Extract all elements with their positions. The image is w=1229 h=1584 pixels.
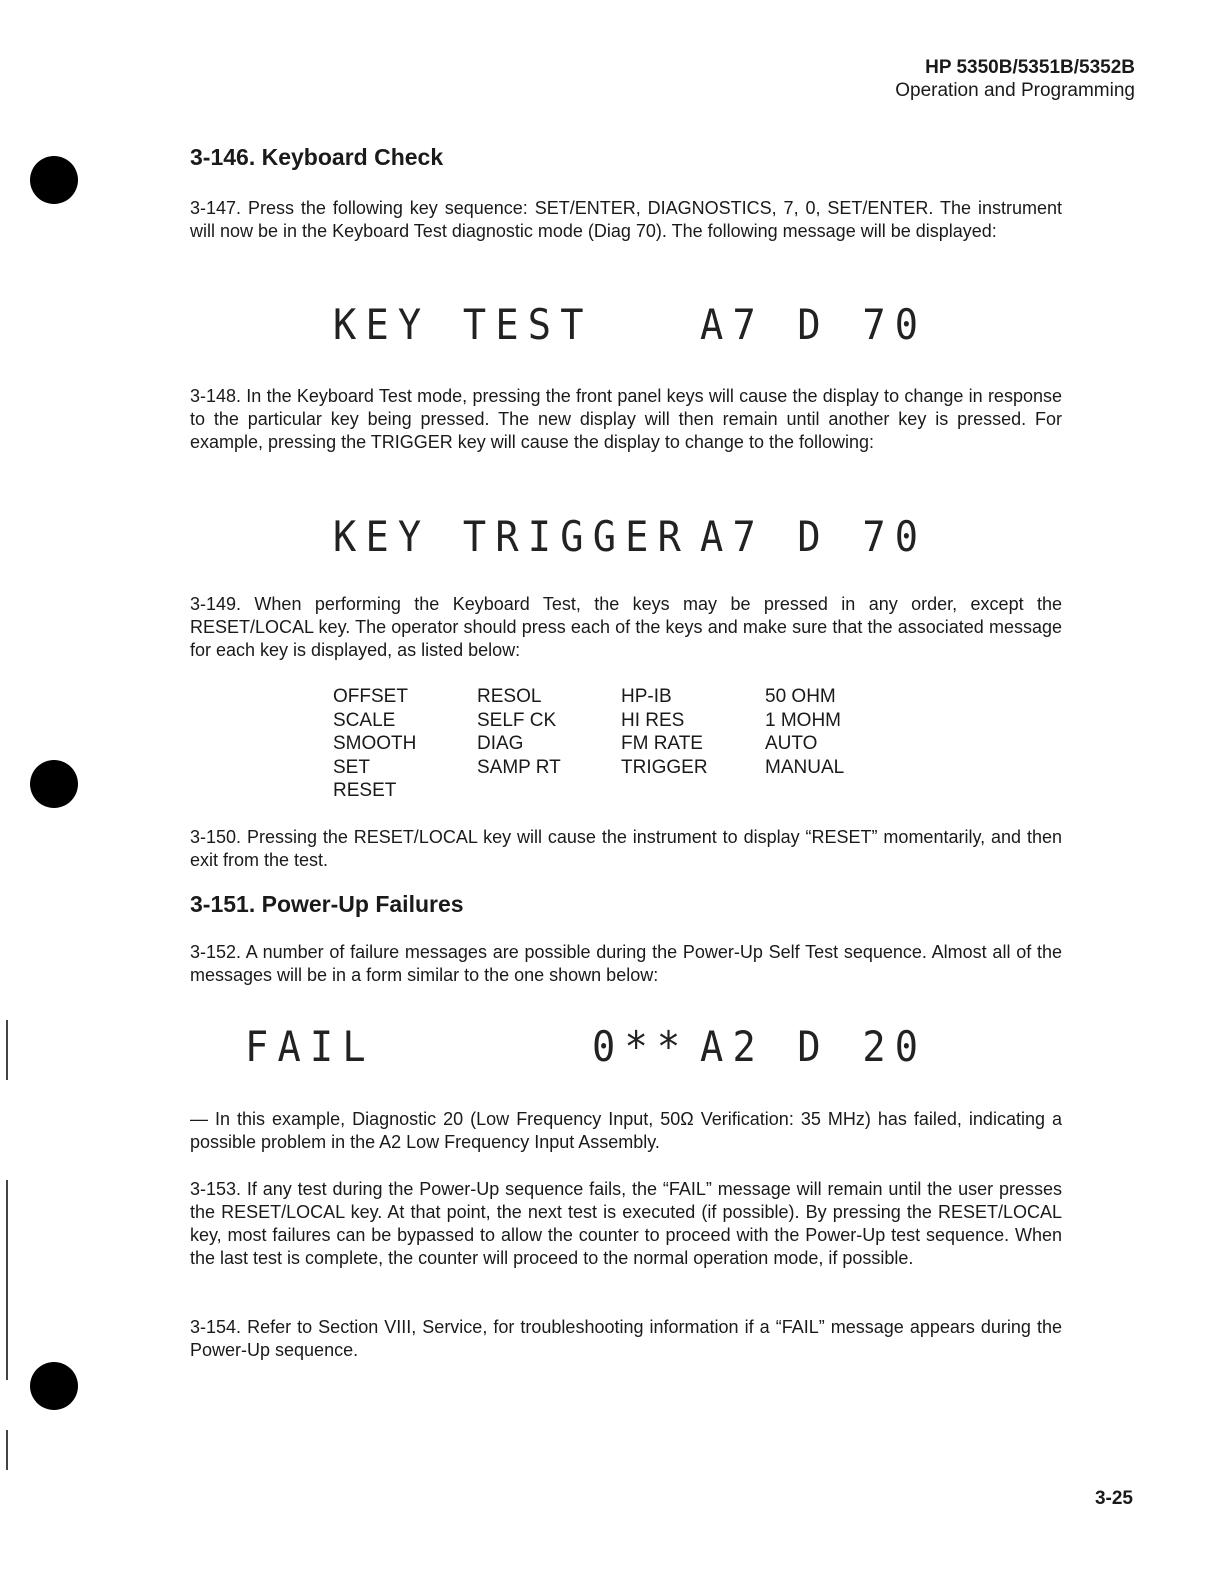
table-cell: 1 MOHM [765,709,841,731]
paragraph-3-149: 3-149. When performing the Keyboard Test, the keys may be pressed in any order, except the RESET/LOCAL key. The operator should press each of the keys and make sure that the associated message for each key is displayed, as listed below: [190,594,1062,660]
table-row [333,709,875,733]
key-message-table [333,685,875,803]
table-cell: SELF CK [477,709,557,731]
paragraph-3-147: 3-147. Press the following key sequence: SET/ENTER, DIAGNOSTICS, 7, 0, SET/ENTER. The instrument will now be in the Keyboard Test diagnostic mode (Diag 70). The following message will be displayed: [190,198,1062,241]
display-key-trigger-right: A7 D 70 [700,512,928,561]
table-cell: HP-IB [621,686,672,707]
table-cell: TRIGGER [621,756,708,778]
paragraph-3-152: 3-152. A number of failure messages are possible during the Power-Up Self Test sequence. Almost all of the messages will be in a form similar to the one shown below: [190,942,1062,985]
table-cell [765,779,875,803]
page-number: 3-25 [1094,1488,1133,1509]
paragraph-3-154: 3-154. Refer to Section VIII, Service, for troubleshooting information if a “FAIL” message appears during the Power-Up sequence. [190,1317,1062,1360]
table-row [333,779,875,803]
display-fail-left: FAIL [245,1022,375,1071]
manual-model: HP 5350B/5351B/5352B [925,57,1135,78]
display-fail-mid: 0** [592,1022,690,1071]
binder-hole [30,156,78,204]
table-cell: 50 OHM [765,686,836,707]
paragraph-3-150: 3-150. Pressing the RESET/LOCAL key will cause the instrument to display “RESET” momentarily, and then exit from the test. [190,827,1062,870]
table-cell: RESET [333,780,397,801]
table-cell: SMOOTH [333,733,417,754]
fail-example-note: — In this example, Diagnostic 20 (Low Frequency Input, 50Ω Verification: 35 MHz) has failed, indicating a possible problem in the A2 Low Frequency Input Assembly. [190,1109,1062,1152]
table-cell: DIAG [477,733,524,754]
table-cell: SCALE [333,709,396,731]
manual-subtitle: Operation and Programming [895,80,1135,101]
table-row [333,756,875,780]
binder-hole [30,1362,78,1410]
table-cell: AUTO [765,733,818,754]
display-key-test-right: A7 D 70 [700,300,928,349]
paragraph-3-148: 3-148. In the Keyboard Test mode, pressing the front panel keys will cause the display to change in response to the particular key being pressed. The new display will then remain until another key is pressed. For example, pressing the TRIGGER key will cause the display to change to the following: [190,386,1062,452]
table-cell: SAMP RT [477,756,561,778]
table-row [333,732,875,756]
table-cell: FM RATE [621,733,703,754]
table-cell [621,779,765,803]
table-cell: OFFSET [333,686,408,707]
section-heading-3-151: 3-151. Power-Up Failures [190,891,464,917]
edge-mark [6,1430,8,1470]
page-header [895,56,1135,102]
table-cell: SET [333,756,370,778]
section-heading-3-146: 3-146. Keyboard Check [190,144,444,170]
table-cell [477,779,621,803]
table-cell: MANUAL [765,756,845,778]
table-row [333,685,875,709]
display-fail-right: A2 D 20 [700,1022,928,1071]
edge-mark [6,1020,8,1080]
display-key-test-left: KEY TEST [333,300,593,349]
table-cell: RESOL [477,686,542,707]
table-cell: HI RES [621,709,685,731]
binder-hole [30,760,78,808]
display-key-trigger-left: KEY TRIGGER [333,512,691,561]
paragraph-3-153: 3-153. If any test during the Power-Up sequence fails, the “FAIL” message will remain until the user presses the RESET/LOCAL key. At that point, the next test is executed (if possible). By pressing the RESET/LOCAL key, most failures can be bypassed to allow the counter to proceed with the Power-Up test sequence. When the last test is complete, the counter will proceed to the normal operation mode, if possible. [190,1179,1062,1268]
edge-mark [6,1180,8,1380]
